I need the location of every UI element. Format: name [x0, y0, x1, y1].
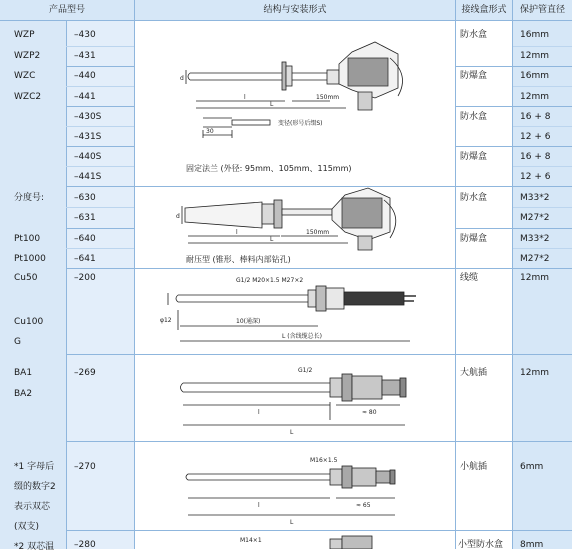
dia-7: 16 + 8: [520, 152, 551, 162]
model-wzc2: WZC2: [14, 92, 42, 102]
flange-caption: 固定法兰 (外径: 95mm、105mm、115mm): [186, 164, 352, 173]
conn-small-box: 小型防水盒: [458, 540, 504, 550]
header-structure: 结构与安装形式: [135, 0, 455, 21]
grade-g: G: [14, 337, 21, 347]
conn-cable: 线缆: [460, 273, 479, 283]
thread-4: M14×1: [240, 537, 262, 544]
conn-waterproof-2: 防水盒: [460, 112, 488, 122]
dia-14: 12mm: [520, 368, 549, 378]
note-line-1: *1 字母后: [14, 462, 55, 472]
dim-L2: L: [270, 236, 274, 243]
grade-pt1000: Pt1000: [14, 254, 46, 264]
drawing-cable-labels: [160, 277, 322, 340]
code-441s: –441S: [74, 172, 102, 182]
code-630: –630: [74, 193, 96, 203]
code-640: –640: [74, 234, 96, 244]
model-wzc: WZC: [14, 71, 36, 81]
header-connector: 接线盒形式: [456, 0, 512, 21]
dia-13: 12mm: [520, 273, 549, 283]
dia-5: 16 + 8: [520, 112, 551, 122]
dia-10: M27*2: [520, 213, 550, 223]
code-641: –641: [74, 254, 96, 264]
grade-ba1: BA1: [14, 368, 33, 378]
dia-9: M33*2: [520, 193, 550, 203]
note-line-5: *2 双芯温: [14, 542, 55, 552]
dim-L3: L (含线缆总长): [282, 333, 322, 340]
dim-30: 30: [206, 128, 214, 135]
code-280: –280: [74, 540, 96, 550]
model-wzp2: WZP2: [14, 51, 41, 61]
dim-L5: L: [290, 519, 294, 526]
dim-150a: 150mm: [316, 94, 340, 101]
grade-pt100: Pt100: [14, 234, 41, 244]
note-line-3: 表示双芯: [14, 502, 51, 512]
conn-large-plug: 大航插: [460, 368, 488, 378]
conn-small-plug: 小航插: [460, 462, 488, 472]
grade-cu100: Cu100: [14, 317, 44, 327]
step-note: 变径(形号后缀S): [278, 120, 323, 127]
code-440: –440: [74, 71, 96, 81]
drawing-small-box-labels: [240, 537, 262, 544]
dim-l5: l: [258, 502, 260, 509]
code-430s: –430S: [74, 112, 102, 122]
conn-waterproof-1: 防水盒: [460, 30, 488, 40]
note-line-2: 缀的数字2: [14, 482, 56, 492]
dim-l1: l: [244, 94, 246, 101]
grade-label: 分度号:: [14, 193, 45, 203]
drawing-large-plug: [181, 374, 407, 425]
dim-L4: L: [290, 429, 294, 436]
dim-10: 10(通深): [236, 318, 261, 325]
dia-3: 16mm: [520, 71, 549, 81]
thread-2: G1/2: [298, 367, 313, 374]
dim-150b: 150mm: [306, 229, 330, 236]
drawing-small-box: [330, 536, 372, 549]
header-diameter: 保护管直径: [513, 0, 572, 21]
grade-ba2: BA2: [14, 389, 33, 399]
phi-12: φ12: [160, 317, 172, 324]
phi-d-2: d: [176, 213, 180, 220]
dim-L1: L: [270, 101, 274, 108]
dia-8: 12 + 6: [520, 172, 551, 182]
dim-l2: l: [236, 229, 238, 236]
press-caption: 耐压型 (锥形、棒料内部钻孔): [186, 255, 291, 264]
drawing-pressure-type: [182, 188, 396, 250]
dia-11: M33*2: [520, 234, 550, 244]
drawing-flange-labels: [180, 75, 352, 173]
dia-2: 12mm: [520, 51, 549, 61]
dim-l4: l: [258, 409, 260, 416]
dim-65: ≈ 65: [356, 502, 371, 509]
code-431s: –431S: [74, 132, 102, 142]
header-model: 产品型号: [0, 0, 134, 21]
dia-15: 6mm: [520, 462, 544, 472]
dia-6: 12 + 6: [520, 132, 551, 142]
dia-12: M27*2: [520, 254, 550, 264]
model-wzp: WZP: [14, 30, 35, 40]
code-269: –269: [74, 368, 96, 378]
conn-waterproof-3: 防水盒: [460, 193, 488, 203]
conn-explosion-1: 防爆盒: [460, 71, 488, 81]
dim-80: ≈ 80: [362, 409, 377, 416]
phi-d-1: d: [180, 75, 184, 82]
code-440s: –440S: [74, 152, 102, 162]
dia-4: 12mm: [520, 92, 549, 102]
code-200: –200: [74, 273, 96, 283]
code-430: –430: [74, 30, 96, 40]
drawing-small-plug-labels: [258, 457, 371, 526]
code-270: –270: [74, 462, 96, 472]
code-441: –441: [74, 92, 96, 102]
dia-16: 8mm: [520, 540, 544, 550]
thread-1: G1/2 M20×1.5 M27×2: [236, 277, 304, 284]
code-431: –431: [74, 51, 96, 61]
thread-3: M16×1.5: [310, 457, 338, 464]
grade-cu50: Cu50: [14, 273, 38, 283]
conn-explosion-3: 防爆盒: [460, 234, 488, 244]
code-631: –631: [74, 213, 96, 223]
dia-1: 16mm: [520, 30, 549, 40]
conn-explosion-2: 防爆盒: [460, 152, 488, 162]
note-line-4: (双支): [14, 522, 40, 532]
